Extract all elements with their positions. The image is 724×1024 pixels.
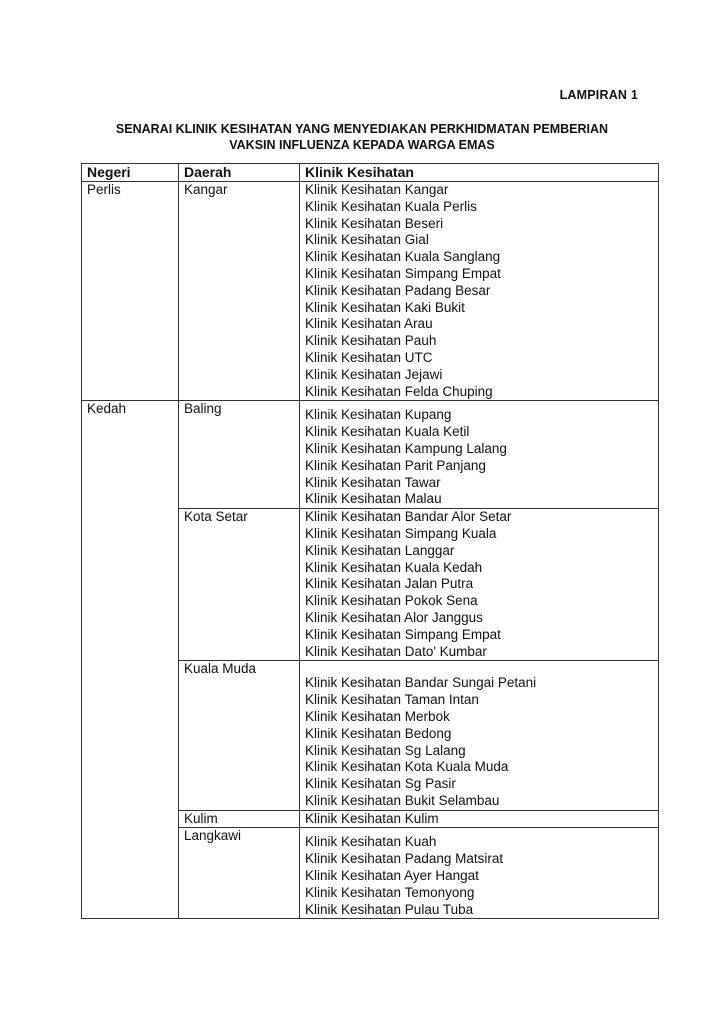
clinic-item: Klinik Kesihatan Gial: [305, 232, 429, 248]
document-title: [60, 121, 664, 153]
clinic-item: Klinik Kesihatan Simpang Empat: [305, 626, 501, 642]
clinic-item: Klinik Kesihatan Bandar Sungai Petani: [305, 675, 537, 691]
table-header-row: [82, 164, 659, 182]
clinic-item: Klinik Kesihatan Pulau Tuba: [305, 901, 474, 917]
clinic-item: Klinik Kesihatan Kota Kuala Muda: [305, 759, 509, 775]
clinic-list: [305, 509, 658, 660]
clinic-list: [305, 828, 658, 918]
clinic-item: Klinik Kesihatan Langgar: [305, 542, 455, 558]
clinic-cell: [300, 828, 659, 919]
clinic-item: Klinik Kesihatan Padang Besar: [305, 282, 491, 298]
clinic-item: Klinik Kesihatan Kaki Bukit: [305, 299, 465, 315]
daerah-cell: Kangar: [179, 182, 300, 401]
clinic-item: Klinik Kesihatan Alor Janggus: [305, 609, 483, 625]
clinic-item: Klinik Kesihatan Padang Matsirat: [305, 851, 504, 867]
clinic-item: Klinik Kesihatan Kampung Lalang: [305, 440, 507, 456]
clinic-item: Klinik Kesihatan Simpang Empat: [305, 265, 501, 281]
clinic-item: Klinik Kesihatan Kuah: [305, 834, 437, 850]
clinic-item: Klinik Kesihatan Sg Pasir: [305, 776, 456, 792]
clinic-list: [305, 401, 658, 508]
clinic-item: Klinik Kesihatan Dato' Kumbar: [305, 643, 487, 659]
daerah-cell: Langkawi: [179, 828, 300, 919]
clinic-item: Klinik Kesihatan Bandar Alor Setar: [305, 509, 512, 525]
clinic-item: Klinik Kesihatan Jejawi: [305, 366, 443, 382]
clinic-cell: [300, 182, 659, 401]
clinic-cell: [300, 509, 659, 661]
clinic-item: Klinik Kesihatan Kuala Ketil: [305, 424, 470, 440]
clinic-item: Klinik Kesihatan Kuala Kedah: [305, 559, 483, 575]
clinic-cell: [300, 661, 659, 810]
title-line-2: VAKSIN INFLUENZA KEPADA WARGA EMAS: [229, 138, 495, 152]
clinic-item: Klinik Kesihatan Bukit Selambau: [305, 792, 500, 808]
header-daerah: Daerah: [179, 164, 300, 182]
clinic-item: Klinik Kesihatan Bedong: [305, 725, 452, 741]
daerah-cell: Kota Setar: [179, 509, 300, 661]
clinic-item: Klinik Kesihatan Temonyong: [305, 884, 475, 900]
clinic-item: Klinik Kesihatan Beseri: [305, 215, 444, 231]
daerah-cell: Kuala Muda: [179, 661, 300, 810]
clinic-item: Klinik Kesihatan Kulim: [305, 810, 439, 826]
clinic-item: Klinik Kesihatan Jalan Putra: [305, 576, 474, 592]
title-line-1: SENARAI KLINIK KESIHATAN YANG MENYEDIAKAN PERKHIDMATAN PEMBERIAN: [115, 122, 609, 136]
clinic-item: Klinik Kesihatan Kuala Perlis: [305, 198, 477, 214]
header-klinik: Klinik Kesihatan: [300, 164, 659, 182]
header-negeri: Negeri: [82, 164, 179, 182]
clinic-item: Klinik Kesihatan Ayer Hangat: [305, 868, 479, 884]
clinic-table: [81, 163, 659, 919]
daerah-cell: Baling: [179, 401, 300, 509]
negeri-cell: Kedah: [82, 401, 179, 919]
clinic-list: [305, 661, 658, 809]
clinic-item: Klinik Kesihatan Pauh: [305, 333, 437, 349]
clinic-item: Klinik Kesihatan Taman Intan: [305, 692, 479, 708]
clinic-item: Klinik Kesihatan Felda Chuping: [305, 383, 493, 399]
clinic-list: [305, 182, 658, 400]
appendix-label: LAMPIRAN 1: [559, 88, 638, 102]
clinic-item: Klinik Kesihatan Pokok Sena: [305, 593, 478, 609]
clinic-item: Klinik Kesihatan Merbok: [305, 708, 450, 724]
clinic-cell: [300, 810, 659, 828]
table-row: [82, 401, 659, 509]
daerah-cell: Kulim: [179, 810, 300, 828]
negeri-cell: Perlis: [82, 182, 179, 401]
clinic-item: Klinik Kesihatan Simpang Kuala: [305, 525, 497, 541]
clinic-item: Klinik Kesihatan Kangar: [305, 182, 449, 197]
clinic-item: Klinik Kesihatan Kupang: [305, 407, 452, 423]
clinic-cell: [300, 401, 659, 509]
clinic-item: Klinik Kesihatan Arau: [305, 316, 433, 332]
clinic-item: Klinik Kesihatan Malau: [305, 491, 442, 507]
clinic-list: [305, 811, 658, 828]
clinic-item: Klinik Kesihatan Sg Lalang: [305, 742, 466, 758]
table-row: [82, 182, 659, 401]
clinic-item: Klinik Kesihatan UTC: [305, 349, 433, 365]
clinic-item: Klinik Kesihatan Parit Panjang: [305, 457, 486, 473]
clinic-item: Klinik Kesihatan Tawar: [305, 474, 441, 490]
clinic-item: Klinik Kesihatan Kuala Sanglang: [305, 249, 501, 265]
